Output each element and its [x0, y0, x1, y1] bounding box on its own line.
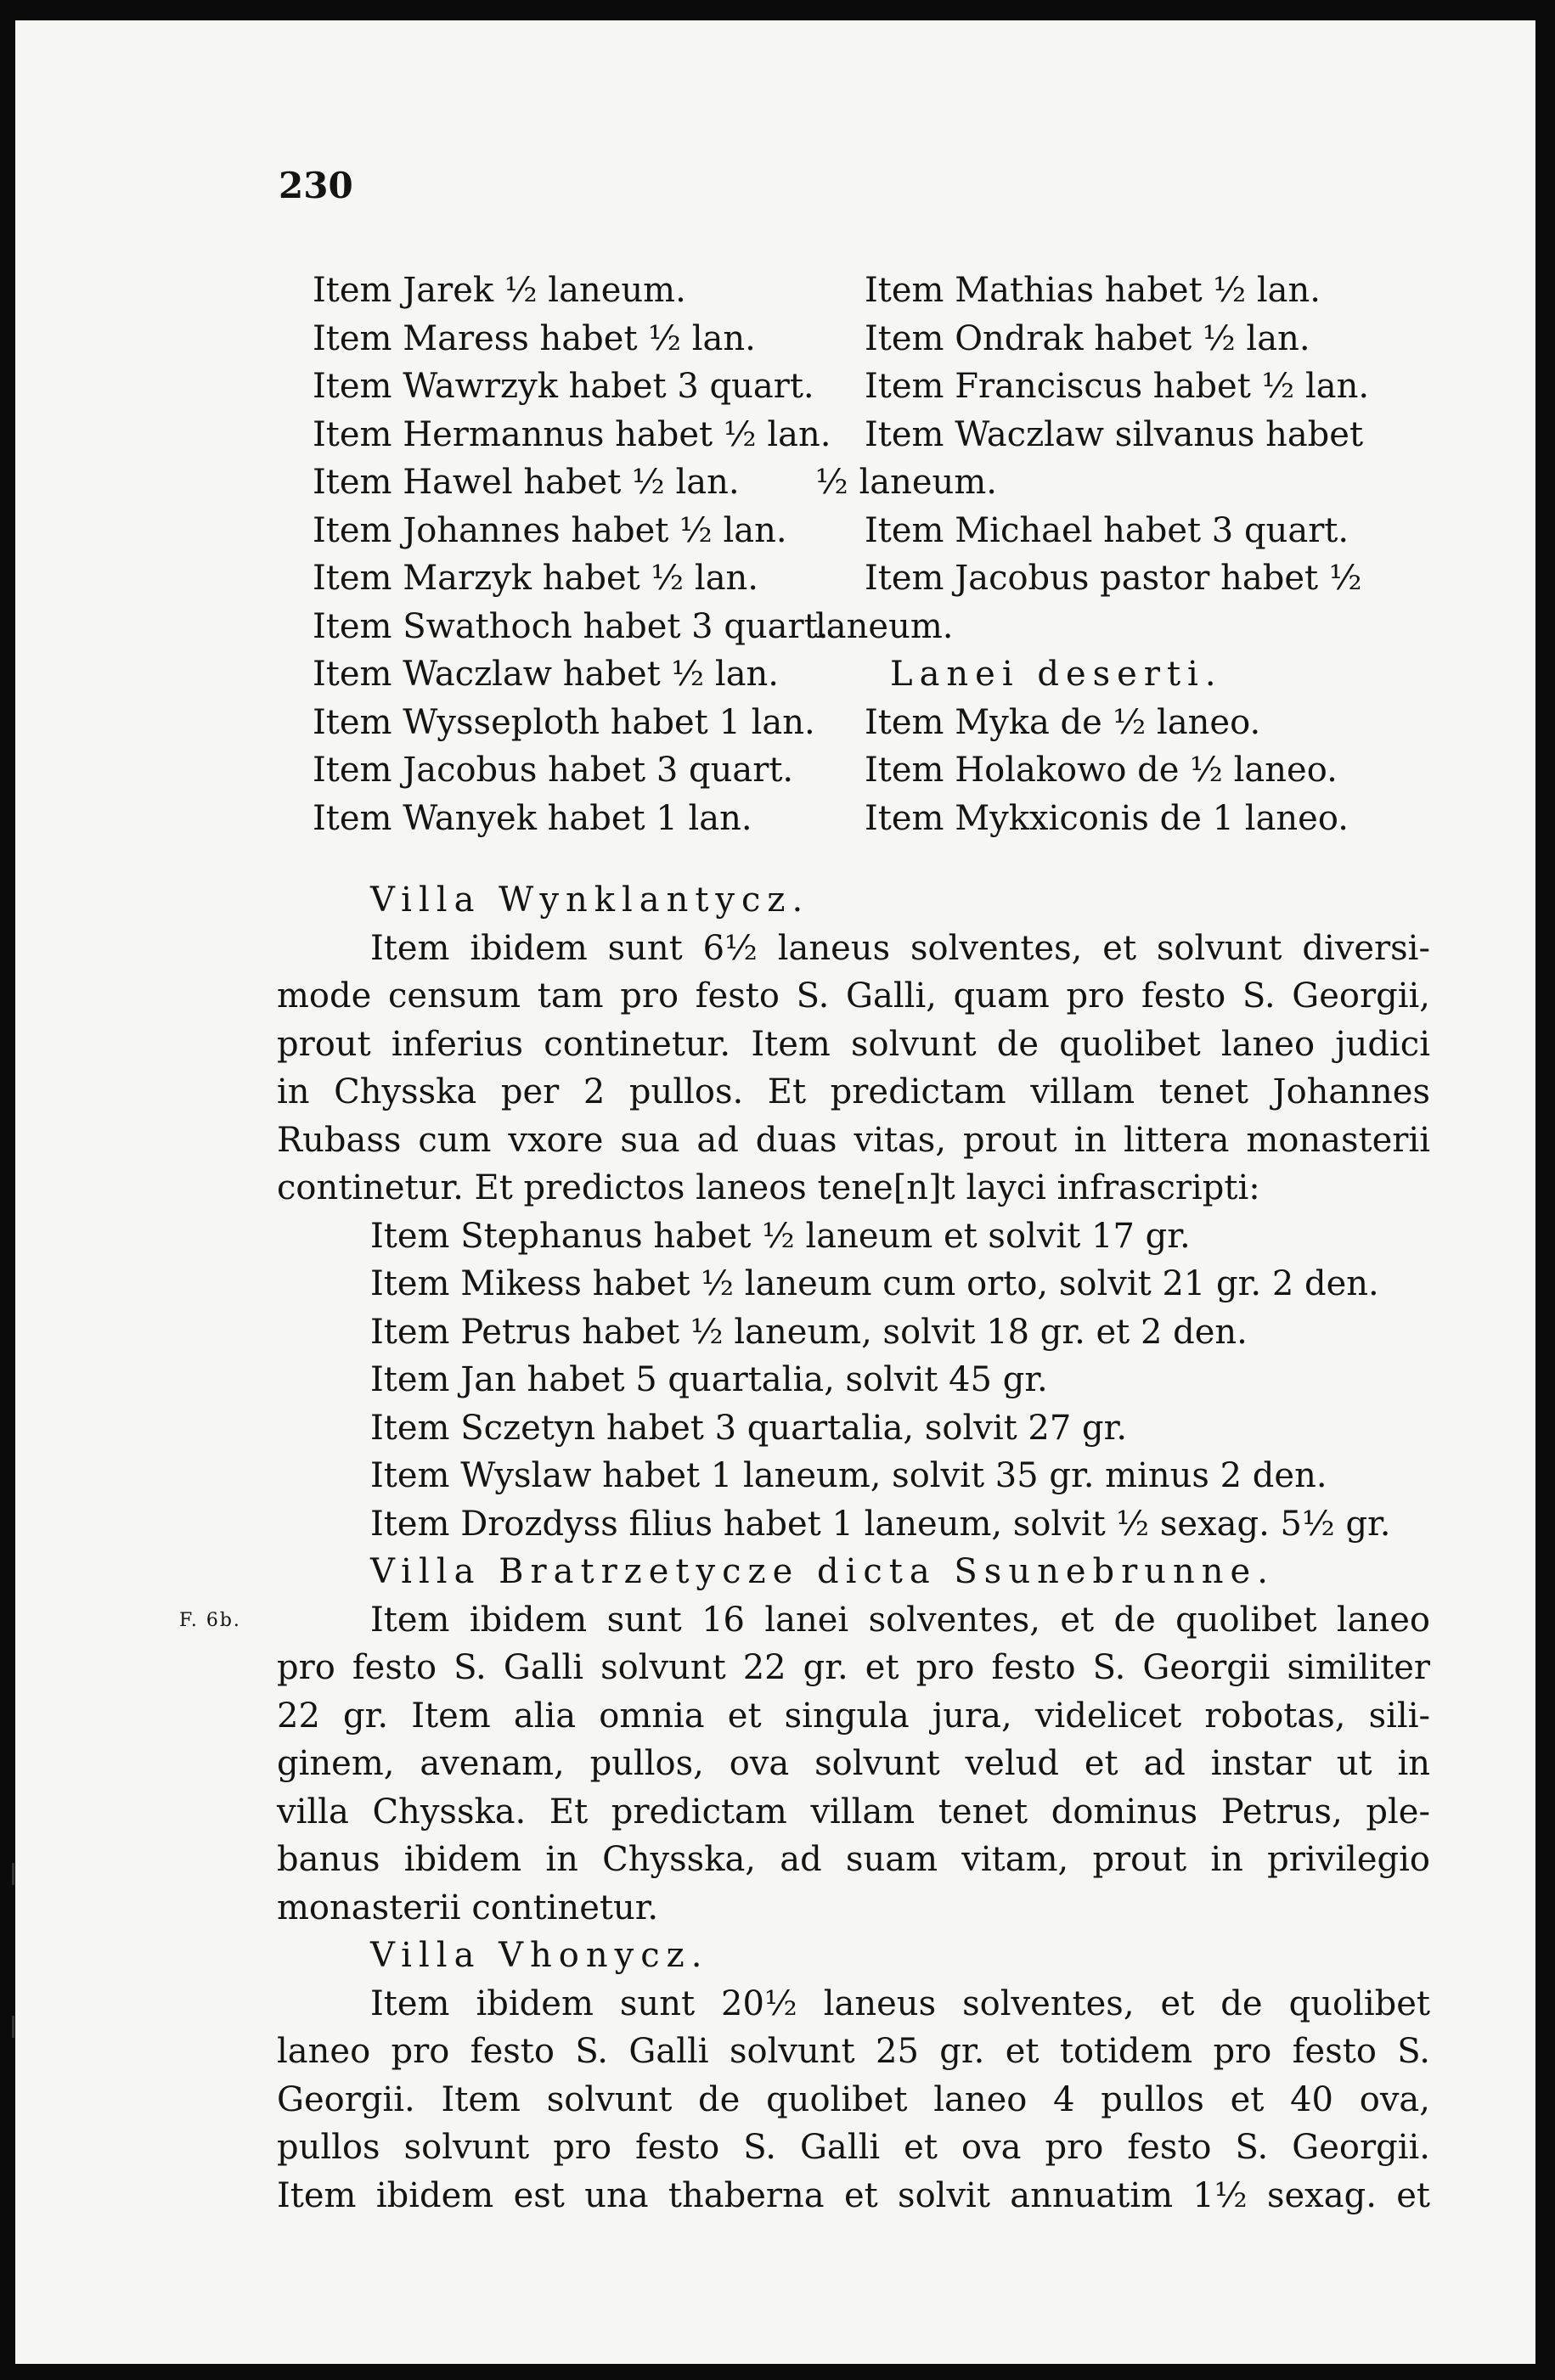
- body-text: [277, 876, 1430, 2220]
- scan-mark: [12, 2016, 14, 2038]
- paragraph-line: in Chysska per 2 pullos. Et predictam villam tenet Johannes: [277, 1072, 1430, 1111]
- paragraph-line: continetur. Et predictos laneos tene[n]t layci infrascripti:: [277, 1168, 1260, 1207]
- section-heading-lanei-deserti: Lanei deserti.: [890, 655, 1223, 694]
- left-line: Item Marzyk habet ½ lan.: [313, 559, 759, 598]
- paragraph-line: banus ibidem in Chysska, ad suam vitam, prout in privilegio: [277, 1840, 1430, 1879]
- paragraph-line: Item ibidem sunt 16 lanei solventes, et de quolibet laneo: [370, 1600, 1430, 1640]
- paragraph-line: 22 gr. Item alia omnia et singula jura, videlicet robotas, sili-: [277, 1696, 1430, 1736]
- page-number: 230: [279, 165, 353, 206]
- paragraph-line: monasterii continetur.: [277, 1888, 659, 1927]
- paragraph-line: Georgii. Item solvunt de quolibet laneo 4 pullos et 40 ova,: [277, 2079, 1430, 2119]
- right-line: ½ laneum.: [815, 463, 997, 502]
- list-item: Item Mikess habet ½ laneum cum orto, solvit 21 gr. 2 den.: [370, 1264, 1379, 1303]
- left-column: [313, 267, 831, 842]
- left-line: Item Wanyek habet 1 lan.: [313, 798, 752, 838]
- right-line: Item Mathias habet ½ lan.: [865, 271, 1321, 310]
- left-line: Item Jacobus habet 3 quart.: [313, 751, 794, 790]
- scan-mark: [12, 1863, 14, 1885]
- left-line: Item Jarek ½ laneum.: [313, 271, 686, 310]
- list-item: Item Sczetyn habet 3 quartalia, solvit 27 gr.: [370, 1408, 1128, 1448]
- paragraph-line: villa Chysska. Et predictam villam tenet dominus Petrus, ple-: [277, 1792, 1430, 1831]
- left-line: Item Waczlaw habet ½ lan.: [313, 655, 780, 694]
- paragraph-line: laneo pro festo S. Galli solvunt 25 gr. et totidem pro festo S.: [277, 2032, 1430, 2071]
- paragraph-line: Item ibidem sunt 6½ laneus solventes, et solvunt diversi-: [370, 928, 1430, 968]
- right-line: Item Jacobus pastor habet ½: [865, 559, 1362, 598]
- right-line: Item Mykxiconis de 1 laneo.: [865, 798, 1349, 838]
- list-item: Item Wyslaw habet 1 laneum, solvit 35 gr. minus 2 den.: [370, 1456, 1327, 1495]
- list-item: Item Drozdyss filius habet 1 laneum, solvit ½ sexag. 5½ gr.: [370, 1504, 1391, 1544]
- paragraph-line: mode censum tam pro festo S. Galli, quam pro festo S. Georgii,: [277, 976, 1430, 1016]
- paragraph-line: pro festo S. Galli solvunt 22 gr. et pro festo S. Georgii similiter: [277, 1648, 1430, 1687]
- paragraph-line: Item ibidem sunt 20½ laneus solventes, et de quolibet: [370, 1983, 1430, 2023]
- right-line: Item Myka de ½ laneo.: [865, 702, 1261, 742]
- left-line: Item Swathoch habet 3 quart.: [313, 606, 829, 646]
- villa-heading: Villa Bratrzetycze dicta Ssunebrunne.: [370, 1552, 1275, 1591]
- right-column: [815, 267, 1370, 842]
- left-line: Item Wawrzyk habet 3 quart.: [313, 367, 814, 406]
- right-line: Item Holakowo de ½ laneo.: [865, 751, 1338, 790]
- right-line: Item Ondrak habet ½ lan.: [865, 318, 1310, 358]
- list-item: Item Stephanus habet ½ laneum et solvit 17 gr.: [370, 1216, 1191, 1256]
- paragraph-line: Item ibidem est una thaberna et solvit annuatim 1½ sexag. et: [277, 2175, 1430, 2215]
- paragraph-line: ginem, avenam, pullos, ova solvunt velud et ad instar ut in: [277, 1744, 1430, 1783]
- paragraph-line: pullos solvunt pro festo S. Galli et ova pro festo S. Georgii.: [277, 2128, 1430, 2167]
- book-page: [15, 20, 1535, 2364]
- villa-heading: Villa Wynklantycz.: [370, 881, 810, 920]
- left-line: Item Hawel habet ½ lan.: [313, 463, 740, 502]
- folio-marginal-note: F. 6b.: [179, 1610, 241, 1631]
- paragraph-line: Rubass cum vxore sua ad duas vitas, prout in littera monasterii: [277, 1120, 1430, 1160]
- right-line: Item Franciscus habet ½ lan.: [865, 367, 1370, 406]
- left-line: Item Maress habet ½ lan.: [313, 318, 756, 358]
- left-line: Item Hermannus habet ½ lan.: [313, 414, 831, 454]
- villa-heading: Villa Vhonycz.: [370, 1936, 709, 1975]
- list-item: Item Jan habet 5 quartalia, solvit 45 gr.: [370, 1360, 1048, 1399]
- right-line: laneum.: [815, 606, 954, 646]
- right-line: Item Michael habet 3 quart.: [865, 510, 1349, 550]
- list-item: Item Petrus habet ½ laneum, solvit 18 gr. et 2 den.: [370, 1312, 1248, 1352]
- left-line: Item Wysseploth habet 1 lan.: [313, 702, 815, 742]
- paragraph-line: prout inferius continetur. Item solvunt de quolibet laneo judici: [277, 1024, 1430, 1064]
- right-line: Item Waczlaw silvanus habet: [865, 414, 1364, 454]
- left-line: Item Johannes habet ½ lan.: [313, 510, 787, 550]
